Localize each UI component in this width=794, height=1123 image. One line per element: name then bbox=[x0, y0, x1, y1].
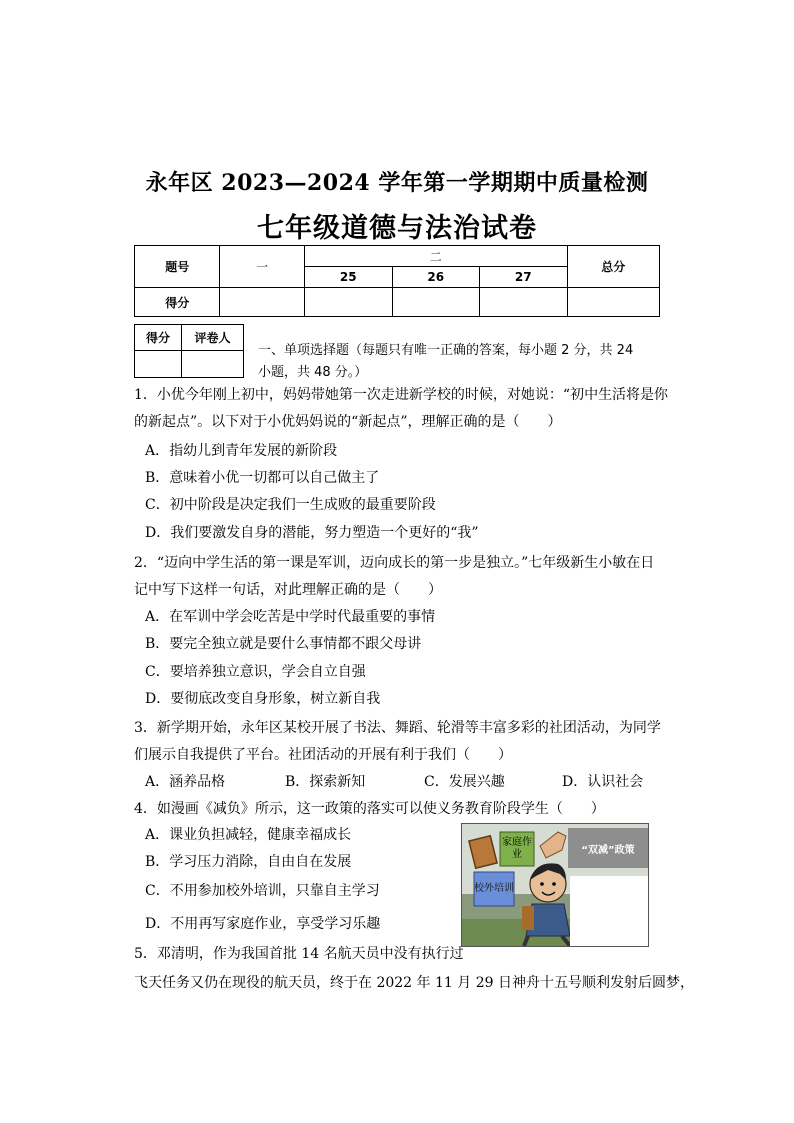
q2-stem-line1: 2．“迈向中学生活的第一课是军训，迈向成长的第一步是独立。”七年级新生小敏在日 bbox=[134, 555, 655, 571]
q3-option-c: C．发展兴趣 bbox=[424, 774, 505, 790]
q4-option-b: B．学习压力消除，自由自在发展 bbox=[145, 854, 352, 870]
q2-option-a: A．在军训中学会吃苦是中学时代最重要的事情 bbox=[145, 609, 436, 625]
score-col-tihao: 题号 bbox=[135, 246, 220, 288]
q1-option-c: C．初中阶段是决定我们一生成败的最重要阶段 bbox=[145, 497, 436, 513]
q2-stem-line2: 记中写下这样一句话，对此理解正确的是（ ） bbox=[134, 582, 442, 598]
grader-box bbox=[134, 324, 244, 378]
score-cell-total bbox=[567, 288, 659, 317]
q4-option-a: A．课业负担减轻，健康幸福成长 bbox=[145, 827, 352, 843]
grader-cell-score bbox=[135, 351, 182, 378]
exam-title-line1: 永年区 2023—2024 学年第一学期期中质量检测 bbox=[145, 170, 649, 196]
section1-heading-line1: 一、单项选择题（每题只有唯一正确的答案，每小题 2 分，共 24 bbox=[258, 343, 634, 358]
q4-stem-line1: 4．如漫画《减负》所示，这一政策的落实可以使义务教育阶段学生（ ） bbox=[134, 801, 605, 817]
section1-heading-line2: 小题，共 48 分。） bbox=[258, 365, 368, 380]
score-col-26: 26 bbox=[392, 267, 480, 288]
cartoon-label-tutoring: 校外培训 bbox=[474, 883, 514, 894]
q2-option-c: C．要培养独立意识，学会自立自强 bbox=[145, 664, 366, 680]
exam-title-line2: 七年级道德与法治试卷 bbox=[257, 213, 537, 244]
q4-option-d: D．不用再写家庭作业，享受学习乐趣 bbox=[145, 916, 381, 932]
grader-cell-name bbox=[182, 351, 244, 378]
cartoon-label-policy: “双减”政策 bbox=[581, 844, 635, 856]
q1-option-a: A．指幼儿到青年发展的新阶段 bbox=[145, 443, 338, 459]
score-cell-27 bbox=[480, 288, 568, 317]
cartoon-jianfu bbox=[461, 823, 649, 947]
score-col-er: 二 bbox=[304, 246, 567, 267]
score-cell-26 bbox=[392, 288, 480, 317]
q5-stem-line1: 5．邓清明，作为我国首批 14 名航天员中没有执行过 bbox=[134, 946, 464, 962]
q3-stem-line1: 3．新学期开始，永年区某校开展了书法、舞蹈、轮滑等丰富多彩的社团活动，为同学 bbox=[134, 720, 661, 736]
score-col-27: 27 bbox=[480, 267, 568, 288]
score-cell-yi bbox=[220, 288, 305, 317]
q4-option-c: C．不用参加校外培训，只靠自主学习 bbox=[145, 883, 380, 899]
q3-option-a: A．涵养品格 bbox=[145, 774, 226, 790]
q5-stem-line2: 飞天任务又仍在现役的航天员，终于在 2022 年 11 月 29 日神舟十五号顺利发射后圆梦， bbox=[134, 975, 694, 991]
section1-heading bbox=[258, 340, 658, 384]
q2-option-b: B．要完全独立就是要什么事情都不跟父母讲 bbox=[145, 636, 422, 652]
q3-option-b: B．探索新知 bbox=[285, 774, 366, 790]
grader-pingjuanren: 评卷人 bbox=[182, 325, 244, 351]
q2-option-d: D．要彻底改变自身形象，树立新自我 bbox=[145, 691, 381, 707]
cartoon-label-homework: 家庭作业 bbox=[502, 837, 532, 860]
q1-option-b: B．意味着小优一切都可以自己做主了 bbox=[145, 470, 380, 486]
q1-stem-line1: 1．小优今年刚上初中，妈妈带她第一次走进新学校的时候，对她说：“初中生活将是你 bbox=[134, 387, 669, 403]
q1-stem-line2: 的新起点”。以下对于小优妈妈说的“新起点”，理解正确的是（ ） bbox=[134, 414, 562, 430]
score-col-zongfen: 总分 bbox=[567, 246, 659, 288]
score-row-defen: 得分 bbox=[135, 288, 220, 317]
q3-stem-line2: 们展示自我提供了平台。社团活动的开展有利于我们（ ） bbox=[134, 747, 512, 763]
score-cell-25 bbox=[304, 288, 392, 317]
score-col-yi: 一 bbox=[220, 246, 305, 288]
q3-option-d: D．认识社会 bbox=[562, 774, 644, 790]
score-table bbox=[134, 245, 660, 317]
grader-defen: 得分 bbox=[135, 325, 182, 351]
score-col-25: 25 bbox=[304, 267, 392, 288]
q1-option-d: D．我们要激发自身的潜能，努力塑造一个更好的“我” bbox=[145, 525, 479, 541]
